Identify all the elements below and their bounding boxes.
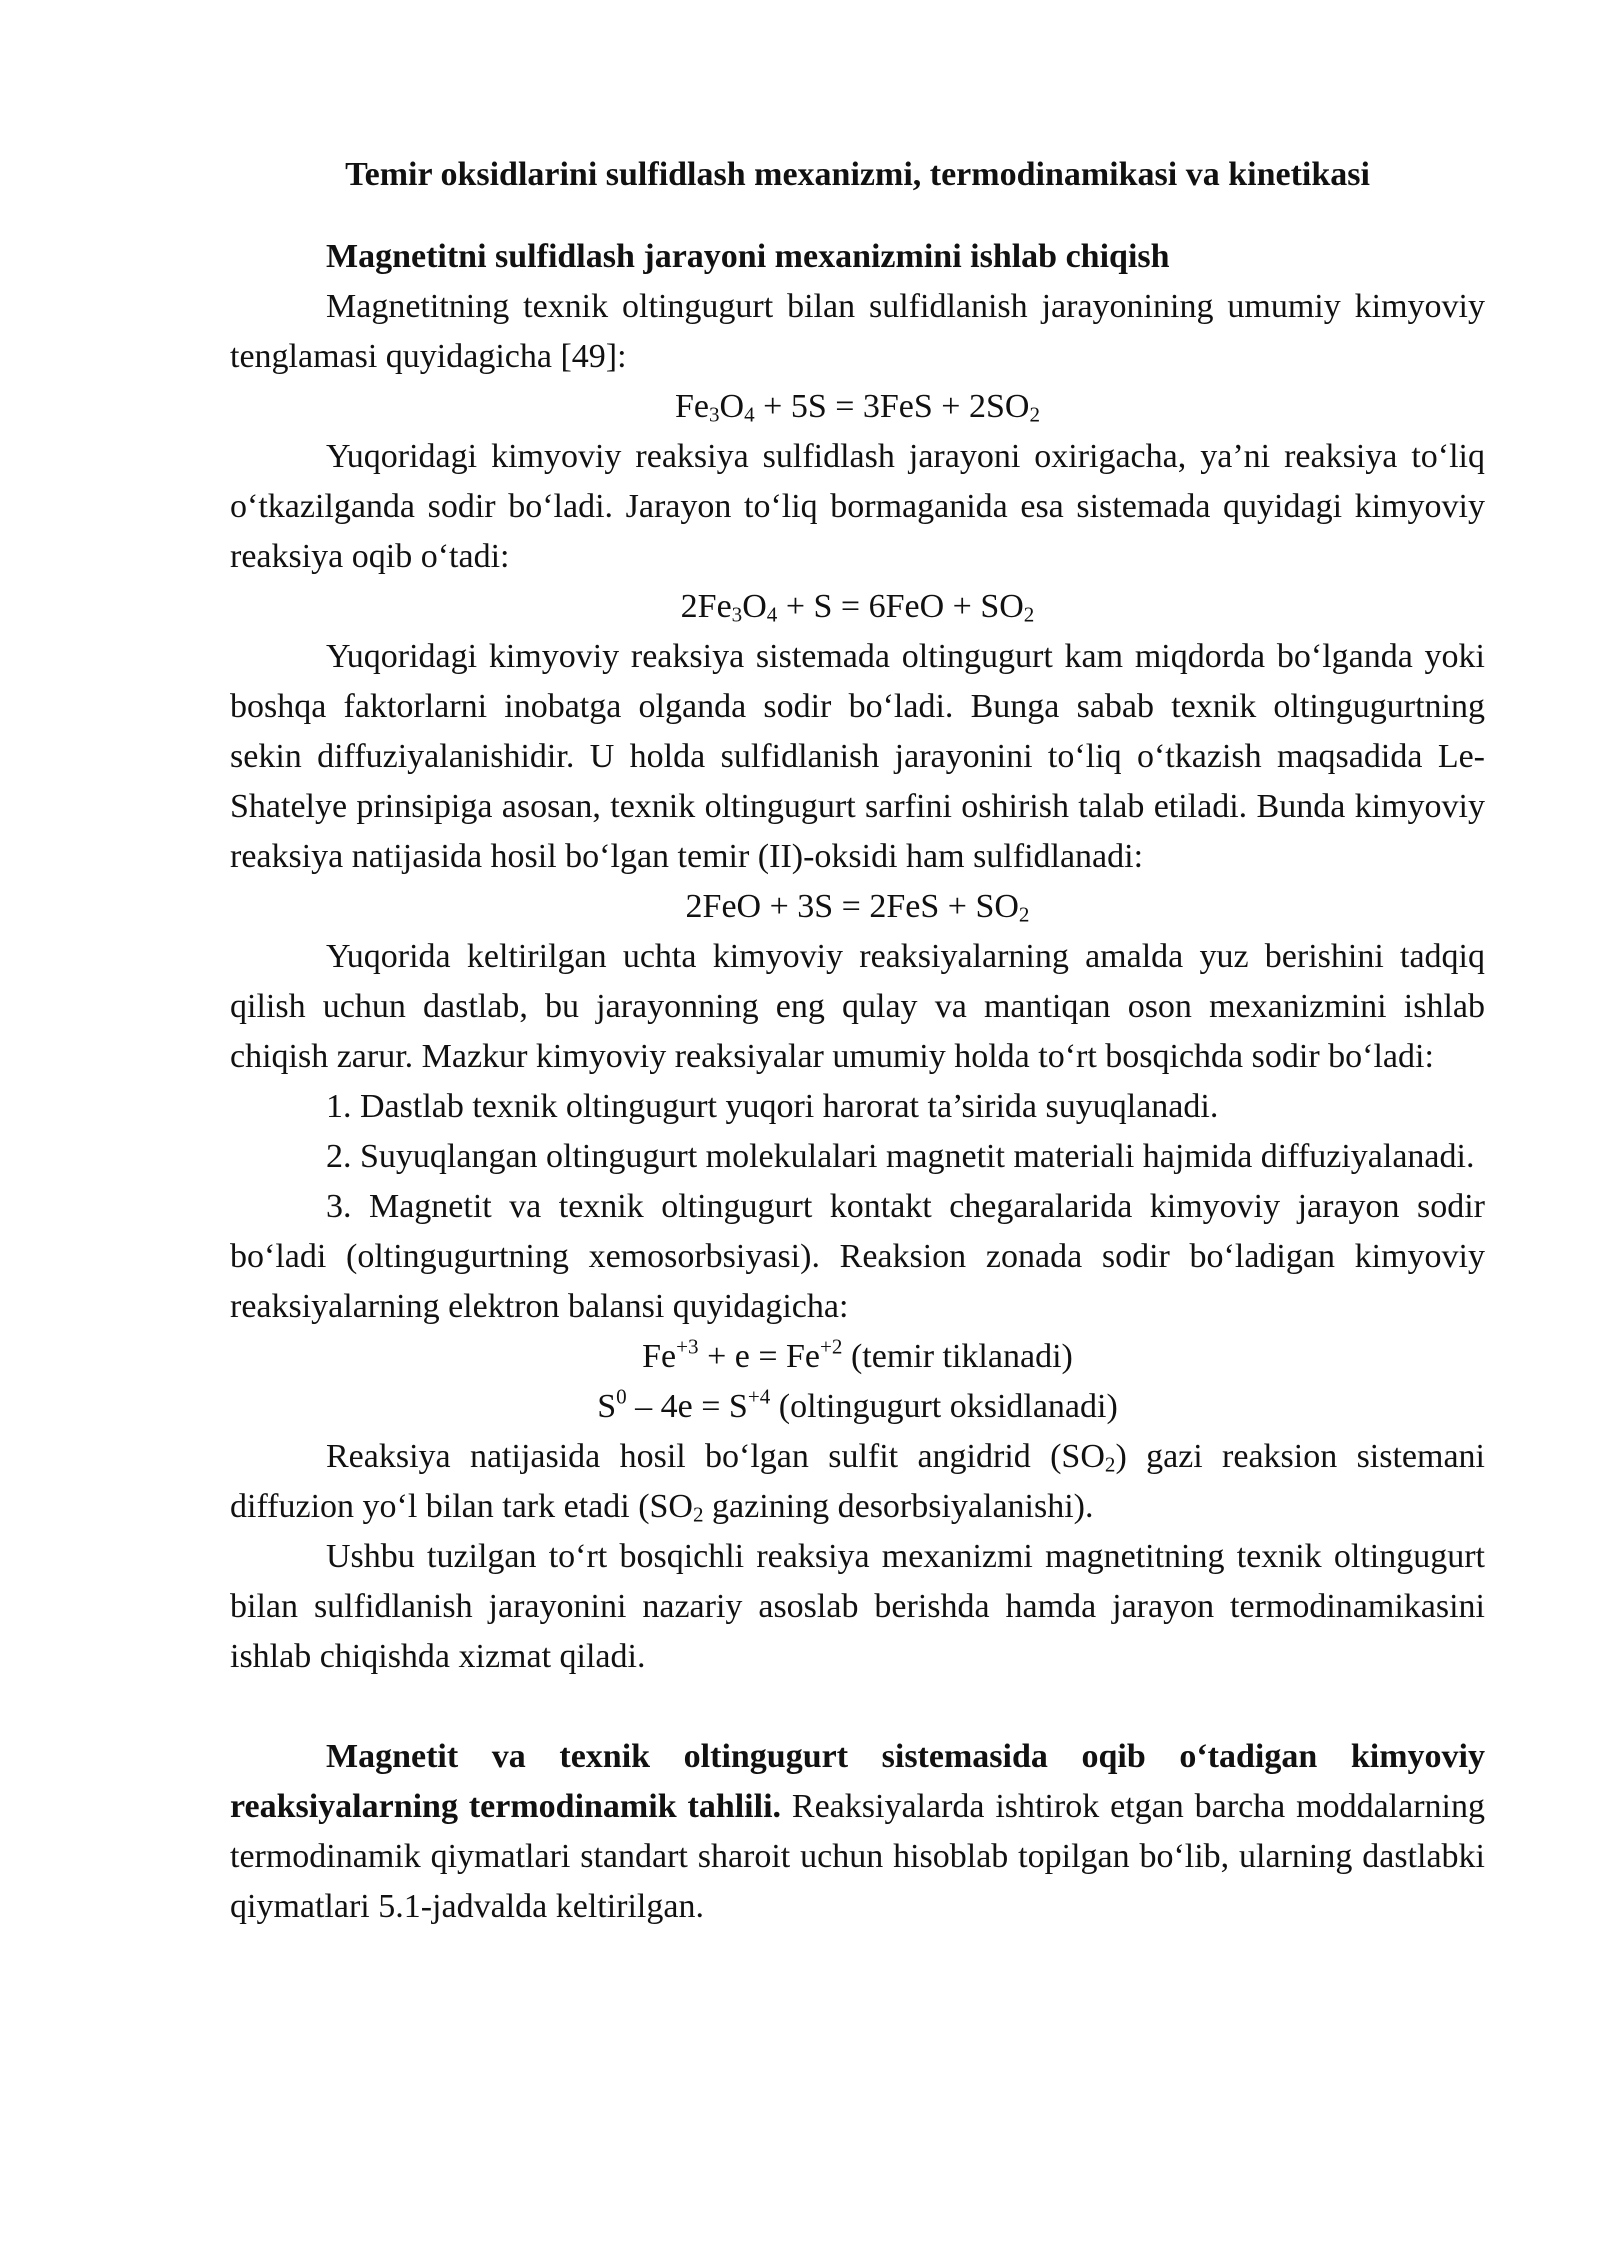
list-item-step-3: 3. Magnetit va texnik oltingugurt kontakt chegaralarida kimyoviy jarayon sodir bo‘ladi (oltingugurtning xemosorbsiyasi). Reaksion zonada sodir bo‘ladigan kimyoviy reaksiyalarning elektron balansi quyidagicha: <box>230 1188 1485 1325</box>
paragraph-spacer <box>230 1682 1485 1732</box>
equation-sulfur-oxidation: $S^0 - 4e = S^{+4}$ (oltingugurt oksidlanadi) <box>597 1384 1118 1425</box>
paragraph-mechanism-stages: Yuqorida keltirilgan uchta kimyoviy reaksiyalarning amalda yuz berishini tadqiq qilish uchun dastlab, bu jarayonning eng qulay va mantiqan oson mexanizmini ishlab chiqish zarur. Mazkur kimyoviy reaksiyalar umumiy holda to‘rt bosqichda sodir bo‘ladi: <box>230 938 1485 1075</box>
section-heading-thermodynamics: Magnetit va texnik oltingugurt sistemasida oqib o‘tadigan kimyoviy reaksiyalarning termodinamik tahlili. <box>230 1738 1485 1825</box>
paragraph-thermodynamic-analysis: Magnetit va texnik oltingugurt sistemasida oqib o‘tadigan kimyoviy reaksiyalarning termodinamik tahlili. Reaksiyalarda ishtirok etgan barcha moddalarning termodinamik qiymatlari standart sharoit uchun hisoblab topilgan bo‘lib, ularning dastlabki qiymatlari 5.1-jadvalda keltirilgan. <box>230 1738 1485 1925</box>
equation-iron-reduction: $Fe^{+3} + e = Fe^{+2}$ (temir tiklanadi) <box>642 1334 1073 1375</box>
paragraph-sulfur-shortage: Yuqoridagi kimyoviy reaksiya sistemada oltingugurt kam miqdorda bo‘lganda yoki boshqa faktorlarni inobatga olganda sodir bo‘ladi. Bunga sabab texnik oltingugurtning sekin diffuziyalanishidir. U holda sulfidlanish jarayonini to‘liq o‘tkazish maqsadida Le-Shatelye prinsipiga asosan, texnik oltingugurt sarfini oshirish talab etiladi. Bunda kimyoviy reaksiya natijasida hosil bo‘lgan temir (II)-oksidi ham sulfidlanadi: <box>230 638 1485 875</box>
paragraph-intro: Magnetitning texnik oltingugurt bilan sulfidlanish jarayonining umumiy kimyoviy tenglamasi quyidagicha [49]: <box>230 288 1485 375</box>
document-title: Temir oksidlarini sulfidlash mexanizmi, termodinamikasi va kinetikasi <box>345 156 1370 193</box>
list-item-step-2: 2. Suyuqlangan oltingugurt molekulalari magnetit materiali hajmida diffuziyalanadi. <box>326 1138 1475 1175</box>
paragraph-so2-desorption: Reaksiya natijasida hosil bo‘lgan sulfit angidrid $(SO_2)$ gazi reaksion sistemani diffuzion yo‘l bilan tark etadi ($SO_2$ gazining desorbsiyalanishi). <box>230 1438 1485 1527</box>
list-item-step-1: 1. Dastlab texnik oltingugurt yuqori harorat ta’sirida suyuqlanadi. <box>326 1088 1219 1125</box>
paragraph-mechanism-summary: Ushbu tuzilgan to‘rt bosqichli reaksiya mexanizmi magnetitning texnik oltingugurt bilan sulfidlanish jarayonini nazariy asoslab berishda hamda jarayon termodinamikasini ishlab chiqishda xizmat qiladi. <box>230 1538 1485 1675</box>
equation-magnetite-full: $Fe_3O_4 + 5S = 3FeS + 2SO_2$ <box>674 388 1040 427</box>
paragraph-complete-reaction: Yuqoridagi kimyoviy reaksiya sulfidlash jarayoni oxirigacha, ya’ni reaksiya to‘liq o‘tkazilganda sodir bo‘ladi. Jarayon to‘liq bormaganida esa sistemada quyidagi kimyoviy reaksiya oqib o‘tadi: <box>230 438 1485 575</box>
section-heading-mechanism: Magnetitni sulfidlash jarayoni mexanizmini ishlab chiqish <box>326 238 1170 275</box>
equation-feo-sulfidation: $2FeO + 3S = 2FeS + SO_2$ <box>685 888 1030 927</box>
equation-magnetite-partial: $2Fe_3O_4 + S = 6FeO + SO_2$ <box>680 588 1035 627</box>
